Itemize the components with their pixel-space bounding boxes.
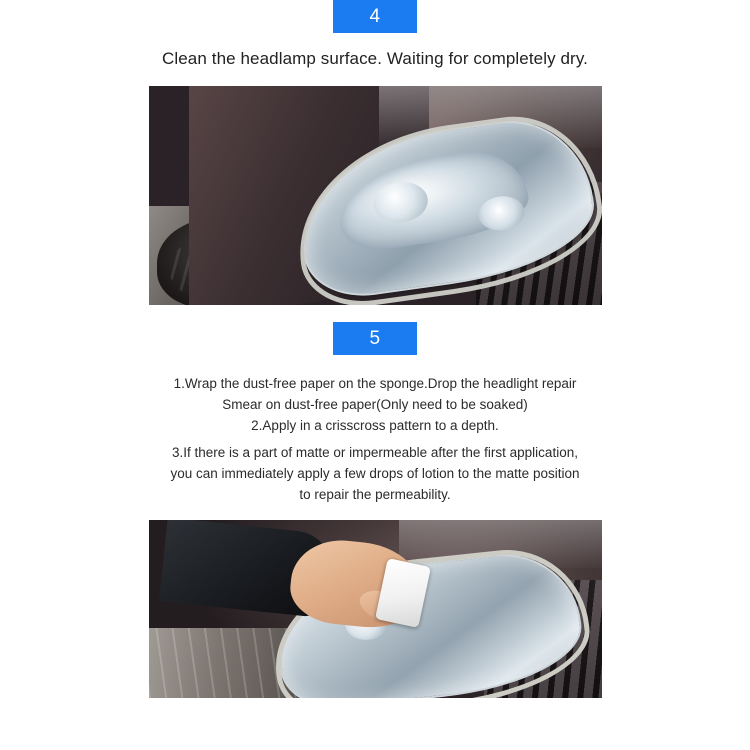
step-5-badge: 5 bbox=[333, 322, 417, 355]
step-5-line-6: to repair the permeability. bbox=[299, 487, 451, 502]
step-5-line-3: 2.Apply in a crisscross pattern to a depth. bbox=[251, 418, 499, 433]
step-5-instructions bbox=[0, 373, 750, 505]
step-5-photo bbox=[149, 520, 602, 698]
step-5-line-2: Smear on dust-free paper(Only need to be soaked) bbox=[222, 397, 528, 412]
step-5-line-1: 1.Wrap the dust-free paper on the sponge.Drop the headlight repair bbox=[173, 376, 577, 391]
step-5-line-4: 3.If there is a part of matte or impermeable after the first application, bbox=[172, 445, 578, 460]
step-4-photo bbox=[149, 86, 602, 305]
step-4-caption: Clean the headlamp surface. Waiting for completely dry. bbox=[162, 49, 588, 68]
step-5-line-5: you can immediately apply a few drops of lotion to the matte position bbox=[170, 466, 580, 481]
step-4-badge: 4 bbox=[333, 0, 417, 33]
